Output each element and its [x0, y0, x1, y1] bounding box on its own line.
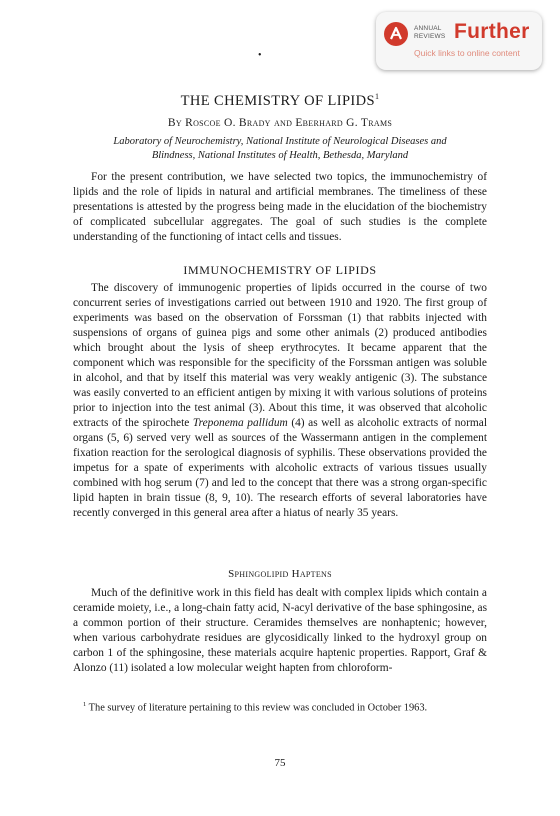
annual-reviews-logo-icon: [384, 22, 408, 46]
article-authors: By Roscoe O. Brady and Eberhard G. Trams: [167, 117, 393, 129]
brand-line-1: ANNUAL: [414, 25, 442, 32]
title-text: THE CHEMISTRY OF LIPIDS: [180, 92, 375, 109]
header-dot: •: [258, 50, 262, 61]
subsection-heading-sphingolipid: Sphingolipid Haptens: [228, 568, 332, 580]
further-links-badge[interactable]: [376, 12, 542, 70]
further-label: Further: [454, 20, 530, 43]
affiliation-line-1: Laboratory of Neurochemistry, National Institute of Neurological Diseases and: [113, 136, 447, 147]
footnote-text: The survey of literature pertaining to this review was concluded in October 1963.: [88, 702, 428, 714]
footnote-mark: 1: [83, 701, 87, 708]
immuno-text-part-2: (4) as well as alcoholic extracts of normal organs (5, 6) served very well as sources of the Wassermann antigen in the complement fixation reaction for the serological diagnosis of syphilis. These observations provided the impetus for a spate of experiments with alcoholic extracts of various tissues usually combined with hog serum (7) and led to the concept that there was a strong organ-specific lipid hapten in brain tissue (8, 9, 10). The research efforts of several laboratories have recently converged in this general area after a hiatus of nearly 35 years.: [73, 417, 487, 519]
brand-name: [414, 25, 454, 40]
title-footnote-mark[interactable]: 1: [374, 92, 380, 101]
section-heading-immunochemistry: IMMUNOCHEMISTRY OF LIPIDS: [183, 263, 377, 277]
species-name: Treponema pallidum: [192, 417, 288, 429]
brand-line-2: REVIEWS: [414, 32, 446, 40]
sphingolipid-paragraph: Much of the definitive work in this field has dealt with complex lipids which contain a ceramide moiety, i.e., a long-chain fatty acid, N-acyl derivative of the base sphingosine, as a common portion of their structure. Ceramides themselves are nonhaptenic; however, when various carbohydrate residues are glycosidically linked to the hydroxyl group on carbon 1 of the sphingosine, these materials acquire haptenic properties. Rapport, Graf & Alonzo (11) isolated a low molecular weight hapten from chloroform-: [73, 587, 487, 674]
immuno-text-part-1: The discovery of immunogenic properties of lipids occurred in the course of two concurrent series of investigations carried out between 1910 and 1920. The first group of experiments was based on the observation of Forssman (1) that rabbits injected with suspensions of organs of guinea pigs and some other animals (2) produced antibodies which brought about the lysis of sheep erythrocytes. It became apparent that the component which was responsible for the specificity of the Forssman antigen was soluble in alcohol, and that by itself this material was very weakly antigenic (3). The substance was easily converted to an efficient antigen by mixing it with various solutions of proteins prior to injection into the test animal (3). About this time, it was observed that alcoholic extracts of the spirochete: [73, 282, 487, 429]
intro-paragraph: For the present contribution, we have selected two topics, the immunochemistry of lipids and the role of lipids in natural and artificial membranes. The timeliness of these presentations is attested by the progress being made in the elucidation of the biochemistry of complicated subcellular aggregates. The goal of such studies is the complete understanding of the functioning of intact cells and tissues.: [73, 171, 487, 243]
immunochemistry-paragraph: [73, 281, 487, 521]
page-number: 75: [274, 757, 286, 769]
affiliation-line-2: Blindness, National Institutes of Health, Bethesda, Maryland: [151, 150, 409, 161]
article-title: [0, 92, 560, 110]
badge-tagline: Quick links to online content: [414, 48, 520, 58]
footnote: [73, 698, 487, 715]
